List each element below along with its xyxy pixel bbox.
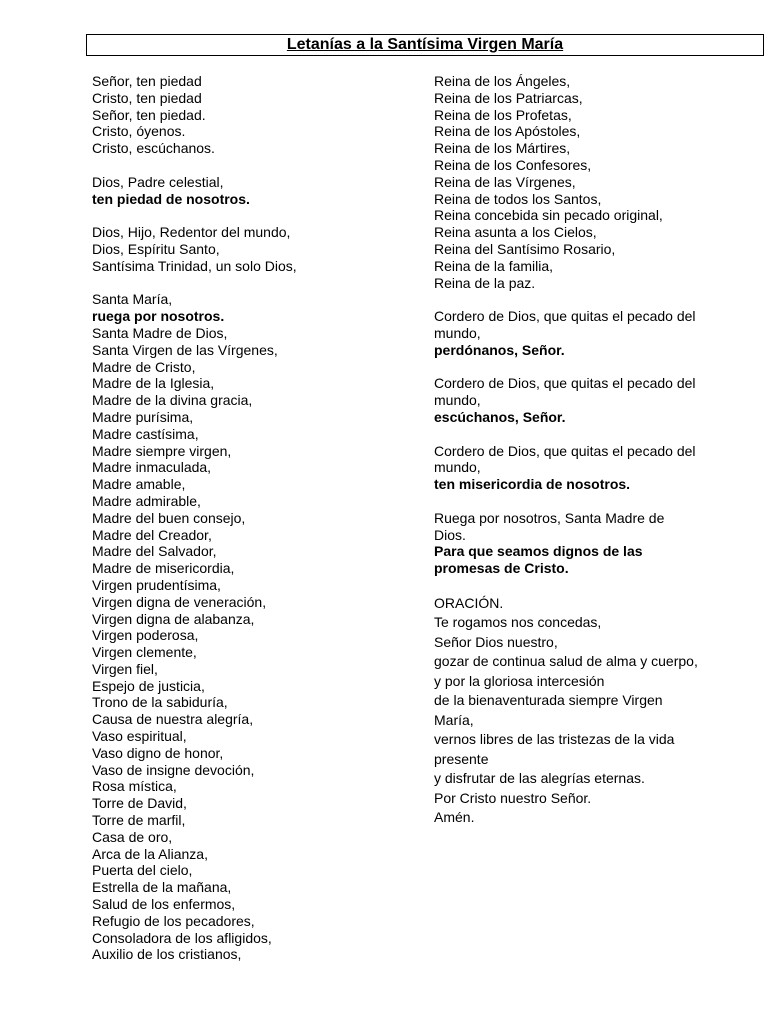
invocation-line: Vaso de insigne devoción,	[92, 761, 255, 778]
invocation-line: Reina de las Vírgenes,	[434, 173, 576, 190]
invocation-line: mundo,	[434, 392, 481, 409]
invocation-line: Madre del buen consejo,	[92, 509, 246, 526]
invocation-line: Madre castísima,	[92, 425, 199, 442]
invocation-line: Vaso digno de honor,	[92, 744, 224, 761]
response-line: escúchanos, Señor.	[434, 408, 566, 425]
response-line: ten misericordia de nosotros.	[434, 476, 631, 493]
invocation-line: Reina de los Profetas,	[434, 106, 572, 123]
invocation-line: Reina de los Ángeles,	[434, 73, 571, 89]
prayer-line: y disfrutar de las alegrías eternas.	[434, 770, 645, 787]
invocation-line: Cordero de Dios, que quitas el pecado del	[434, 442, 696, 459]
marian-invocations-block	[92, 291, 412, 963]
invocation-line: Virgen poderosa,	[92, 627, 199, 644]
agnus-dei-block-2	[434, 375, 744, 425]
invocation-line: Ruega por nosotros, Santa Madre de	[434, 509, 665, 526]
invocation-line: Reina de todos los Santos,	[434, 190, 602, 207]
invocation-line: Madre del Salvador,	[92, 543, 217, 560]
invocation-line: Dios.	[434, 526, 466, 543]
invocation-line: Reina concebida sin pecado original,	[434, 207, 663, 224]
response-line: perdónanos, Señor.	[434, 341, 565, 358]
invocation-line: Virgen clemente,	[92, 644, 197, 661]
invocation-line: Consoladora de los afligidos,	[92, 929, 272, 946]
trinity-father-block	[92, 174, 412, 208]
invocation-line: Santa Virgen de las Vírgenes,	[92, 341, 278, 358]
invocation-line: Madre purísima,	[92, 408, 194, 425]
prayer-line: Señor Dios nuestro,	[434, 633, 558, 650]
kyrie-line: Señor, ten piedad.	[92, 106, 206, 123]
kyrie-block	[92, 73, 412, 157]
ruega-block	[434, 510, 744, 577]
kyrie-line: Señor, ten piedad	[92, 73, 202, 89]
invocation-line: Cordero de Dios, que quitas el pecado del	[434, 375, 696, 392]
prayer-line: María,	[434, 711, 474, 728]
reina-block	[434, 73, 744, 291]
invocation-line: Santísima Trinidad, un solo Dios,	[92, 257, 297, 274]
invocation-line: Virgen prudentísima,	[92, 576, 221, 593]
response-line: Para que seamos dignos de las	[434, 543, 643, 560]
prayer-line: presente	[434, 750, 489, 767]
invocation-line: Reina de la paz.	[434, 274, 536, 291]
invocation-line: Dios, Padre celestial,	[92, 173, 224, 190]
invocation-line: Reina de los Apóstoles,	[434, 123, 581, 140]
invocation-line: Torre de David,	[92, 795, 187, 812]
response-line: ruega por nosotros.	[92, 308, 225, 325]
response-line: promesas de Cristo.	[434, 560, 569, 577]
invocation-line: Virgen digna de alabanza,	[92, 610, 255, 627]
invocation-line: Madre de la divina gracia,	[92, 392, 253, 409]
invocation-line: Santa María,	[92, 291, 173, 308]
invocation-line: Madre inmaculada,	[92, 459, 212, 476]
invocation-line: Cordero de Dios, que quitas el pecado del	[434, 308, 696, 325]
invocation-line: Rosa mística,	[92, 778, 177, 795]
prayer-line: de la bienaventurada siempre Virgen	[434, 692, 663, 709]
invocation-line: Puerta del cielo,	[92, 862, 193, 879]
prayer-line: Te rogamos nos concedas,	[434, 614, 602, 631]
prayer-line: Por Cristo nuestro Señor.	[434, 789, 592, 806]
invocation-line: Madre de misericordia,	[92, 560, 235, 577]
kyrie-line: Cristo, ten piedad	[92, 89, 202, 106]
invocation-line: Torre de marfil,	[92, 812, 186, 829]
kyrie-line: Cristo, escúchanos.	[92, 140, 215, 157]
prayer-heading: ORACIÓN.	[434, 594, 504, 611]
invocation-line: Reina del Santísimo Rosario,	[434, 240, 616, 257]
prayer-line: y por la gloriosa intercesión	[434, 672, 605, 689]
invocation-line: Salud de los enfermos,	[92, 896, 236, 913]
invocation-line: Auxilio de los cristianos,	[92, 946, 242, 963]
invocation-line: Madre del Creador,	[92, 526, 212, 543]
invocation-line: Refugio de los pecadores,	[92, 912, 255, 929]
invocation-line: Reina de los Mártires,	[434, 140, 571, 157]
invocation-line: Dios, Hijo, Redentor del mundo,	[92, 224, 291, 241]
invocation-line: Reina de la familia,	[434, 257, 554, 274]
page-title: Letanías a la Santísima Virgen María	[86, 34, 764, 56]
invocation-line: Estrella de la mañana,	[92, 879, 232, 896]
prayer-line: vernos libres de las tristezas de la vida	[434, 731, 675, 748]
invocation-line: Reina de los Confesores,	[434, 156, 592, 173]
invocation-line: Vaso espiritual,	[92, 728, 187, 745]
right-column	[434, 73, 744, 828]
invocation-line: Dios, Espíritu Santo,	[92, 240, 220, 257]
invocation-line: Trono de la sabiduría,	[92, 694, 228, 711]
invocation-line: Madre siempre virgen,	[92, 442, 232, 459]
invocation-line: Virgen digna de veneración,	[92, 593, 267, 610]
invocation-line: Casa de oro,	[92, 828, 173, 845]
invocation-line: Virgen fiel,	[92, 660, 158, 677]
agnus-dei-block-3	[434, 443, 744, 493]
invocation-line: Madre admirable,	[92, 492, 201, 509]
invocation-line: Madre amable,	[92, 476, 186, 493]
kyrie-line: Cristo, óyenos.	[92, 123, 186, 140]
invocation-line: Madre de Cristo,	[92, 358, 196, 375]
response-line: ten piedad de nosotros.	[92, 190, 250, 207]
invocation-line: Reina asunta a los Cielos,	[434, 224, 597, 241]
agnus-dei-block-1	[434, 308, 744, 358]
prayer-block	[434, 594, 744, 828]
trinity-block	[92, 224, 412, 274]
invocation-line: Causa de nuestra alegría,	[92, 711, 254, 728]
invocation-line: Espejo de justicia,	[92, 677, 205, 694]
left-column	[92, 73, 412, 980]
prayer-line: Amén.	[434, 809, 475, 826]
prayer-line: gozar de continua salud de alma y cuerpo,	[434, 653, 698, 670]
invocation-line: mundo,	[434, 324, 481, 341]
invocation-line: Santa Madre de Dios,	[92, 324, 228, 341]
invocation-line: Madre de la Iglesia,	[92, 375, 215, 392]
invocation-line: Arca de la Alianza,	[92, 845, 208, 862]
invocation-line: mundo,	[434, 459, 481, 476]
invocation-line: Reina de los Patriarcas,	[434, 89, 583, 106]
